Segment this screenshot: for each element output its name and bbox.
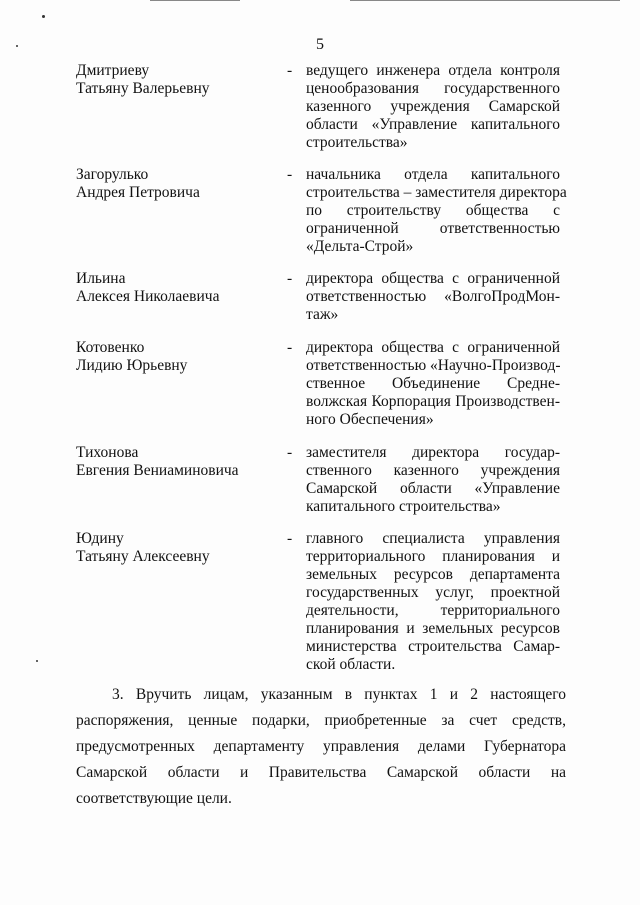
- dash: -: [287, 166, 293, 183]
- person-name: Котовенко Лидию Юрьевну: [76, 339, 188, 374]
- person-position: главного специалиста управления территориального планирования и земельных ресурсов департамента государственных услуг, проектной деятельности, территориального планирования и земельных ресурсов министерства строительства Самар- ской области.: [306, 530, 560, 673]
- person-position: ведущего инженера отдела контроля ценообразования государственного казенного учреждения Самарской области «Управление капитального строительства»: [306, 62, 560, 151]
- clause-3-paragraph: 3. Вручить лицам, указанным в пунктах 1 и 2 настоящего распоряжения, ценные подарки, приобретенные за счет средств, предусмотренных департаменту управления делами Губернатора Самарской области и Правительства Самарской области на соответствующие цели.: [76, 686, 566, 807]
- person-position: начальника отдела капитального строительства – заместителя директора по строительству общества с ограниченной ответственностью «Дельта-Строй»: [306, 166, 567, 255]
- scan-speck: [42, 15, 45, 18]
- person-position: директора общества с ограниченной ответственностью «Научно-Производ- ственное Объединение Средне- волжская Корпорация Производствен- ного Обеспечения»: [306, 339, 561, 428]
- person-position: заместителя директора государ- ственного казенного учреждения Самарской области «Управление капитального строительства»: [306, 444, 560, 515]
- dash: -: [287, 444, 293, 461]
- person-name: Ильина Алексея Николаевича: [76, 270, 220, 305]
- person-name: Юдину Татьяну Алексеевну: [76, 530, 210, 565]
- page-number: 5: [316, 36, 324, 53]
- dash: -: [287, 339, 293, 356]
- person-name: Загорулько Андрея Петровича: [76, 166, 200, 201]
- scan-speck: [36, 660, 38, 662]
- dash: -: [287, 530, 293, 547]
- dash: -: [287, 62, 293, 79]
- scan-edge-line: [350, 0, 620, 1]
- scan-edge-line: [150, 0, 240, 1]
- dash: -: [287, 270, 293, 287]
- person-position: директора общества с ограниченной ответственностью «ВолгоПродМон- таж»: [306, 270, 560, 323]
- person-name: Дмитриеву Татьяну Валерьевну: [76, 62, 210, 97]
- person-name: Тихонова Евгения Вениаминовича: [76, 444, 239, 479]
